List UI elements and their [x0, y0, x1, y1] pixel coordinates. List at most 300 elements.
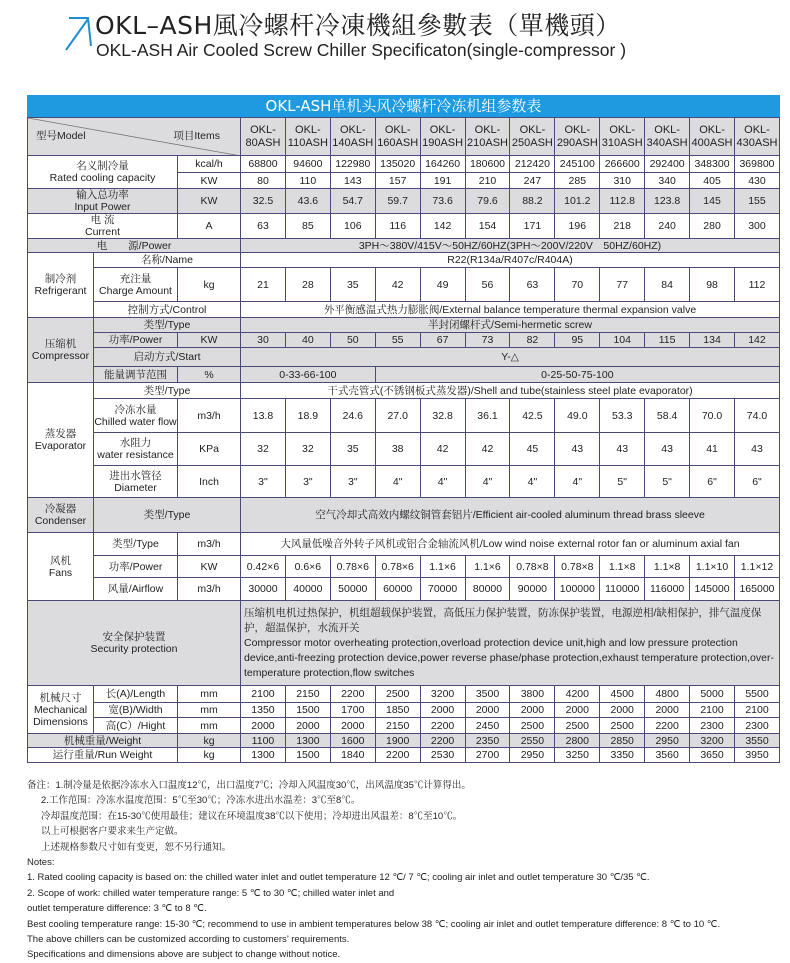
- note-line-en: Notes:: [27, 857, 55, 869]
- unit-cell: [178, 156, 241, 173]
- value-cell: [690, 686, 735, 703]
- value-cell-text: 77: [616, 278, 629, 291]
- value-cell: [465, 718, 510, 734]
- value-cell: [510, 433, 555, 466]
- value-cell-text: 405: [703, 174, 721, 187]
- security-label: [28, 601, 241, 686]
- table-row: [28, 399, 780, 433]
- input-power-label-text: Input Power: [74, 201, 131, 213]
- condenser-label-text: Condenser: [34, 515, 87, 527]
- model-header-text: OKL-: [654, 123, 680, 136]
- value-cell: [555, 268, 600, 302]
- value-cell: [734, 686, 779, 703]
- value-cell: [600, 748, 645, 763]
- value-cell-text: 110: [299, 174, 317, 187]
- value-cell-text: 154: [478, 220, 497, 232]
- start-label-text: 启动方式/Start: [133, 351, 201, 363]
- refrigerant-label: [28, 253, 94, 318]
- length-label: [94, 686, 178, 703]
- airflow-label: [94, 578, 178, 601]
- value-cell-text: 68800: [248, 158, 278, 170]
- value-cell-text: 3560: [655, 749, 679, 761]
- value-cell-text: 2450: [475, 719, 500, 732]
- value-cell-text: 2300: [745, 719, 769, 732]
- model-header-text: 160ASH: [377, 136, 419, 149]
- value-cell-text: 30: [257, 334, 269, 346]
- value-cell: [420, 214, 465, 239]
- value-cell-text: 73.6: [432, 195, 453, 207]
- value-cell: [734, 268, 779, 302]
- condenser-type-label-text: 类型/Type: [143, 509, 191, 521]
- value-cell: [645, 748, 690, 763]
- value-cell: [555, 734, 600, 748]
- page-title: OKL–ASH風冷螺杆冷凍機組參數表（單機頭）: [95, 11, 621, 40]
- value-cell-text: 3": [303, 475, 313, 488]
- fan-power-label: [94, 556, 178, 578]
- value-cell: [510, 189, 555, 214]
- value-cell-text: 240: [658, 220, 676, 232]
- value-cell-text: 300: [748, 220, 766, 232]
- model-header-text: OKL-: [384, 123, 411, 136]
- value-cell-text: 0.78×6: [381, 560, 414, 573]
- value-cell-text: 56: [481, 278, 494, 291]
- value-cell-text: 2200: [341, 688, 365, 700]
- unit-cell: [178, 734, 241, 748]
- value-cell: [600, 433, 645, 466]
- value-cell-text: 2550: [520, 734, 545, 747]
- unit-cell: [178, 748, 241, 763]
- value-cell: [555, 156, 600, 173]
- value-cell: [330, 718, 375, 734]
- value-cell-text: 2200: [386, 749, 410, 761]
- value-cell: [690, 748, 735, 763]
- value-cell-text: 0.42×6: [246, 560, 280, 573]
- value-cell: [555, 703, 600, 718]
- value-cell: [285, 748, 330, 763]
- value-cell: [690, 433, 735, 466]
- value-cell: [241, 173, 286, 189]
- value-cell-text: 0.78×8: [561, 560, 594, 573]
- table-row: [28, 556, 780, 578]
- value-cell: [330, 333, 375, 348]
- flow-label-text: 冷冻水量: [114, 403, 157, 416]
- value-cell-text: 18.9: [297, 409, 319, 422]
- value-cell-text: 3": [258, 475, 268, 488]
- value-cell-text: 67: [436, 334, 449, 346]
- security-value-text: 压缩机电机过热保护，机组超载保护装置，高低压力保护装置，防冻保护装置，电源逆相/缺相保护，排气温度保护，超温保护，水流开关: [244, 606, 762, 634]
- start-value: [241, 348, 780, 367]
- energy-value-b-text: 0-25-50-75-100: [541, 368, 614, 381]
- value-cell-text: 4800: [655, 688, 679, 700]
- table-row: [28, 318, 780, 333]
- unit-cell-text: mm: [200, 688, 218, 700]
- value-cell: [645, 214, 690, 239]
- unit-cell: [178, 214, 241, 239]
- value-cell-text: 4": [572, 475, 583, 488]
- value-cell: [555, 556, 600, 578]
- value-cell-text: 180600: [469, 158, 506, 170]
- security-value: [241, 601, 780, 686]
- value-cell-text: 60000: [383, 583, 413, 595]
- value-cell: [241, 433, 286, 466]
- value-cell: [645, 333, 690, 348]
- start-value-text: Y-△: [501, 351, 519, 363]
- value-cell-text: 2000: [655, 704, 679, 716]
- value-cell-text: 143: [344, 174, 362, 187]
- resistance-label-text: water resistance: [97, 449, 174, 461]
- unit-cell-text: mm: [200, 704, 218, 716]
- unit-cell: [178, 718, 241, 734]
- value-cell: [375, 578, 420, 601]
- value-cell-text: 5000: [700, 688, 724, 700]
- value-cell: [420, 173, 465, 189]
- note-line-cn: 冷却温度范围：在15-30℃使用最佳；建议在环境温度38℃以下使用；冷却进出风温差：8℃至10℃。: [41, 810, 463, 822]
- value-cell: [241, 686, 286, 703]
- value-cell: [330, 734, 375, 748]
- power-supply-label: [28, 239, 241, 253]
- value-cell: [690, 268, 735, 302]
- value-cell-text: 43: [616, 443, 629, 455]
- unit-cell-text: m3/h: [197, 409, 221, 422]
- note-line-cn: 2.工作范围：冷冻水温度范围：5℃至30℃；冷冻水进出水温差：3℃至8℃。: [41, 795, 361, 807]
- value-cell: [330, 433, 375, 466]
- table-row: [28, 533, 780, 556]
- value-cell: [330, 214, 375, 239]
- value-cell-text: 43: [661, 443, 673, 455]
- value-cell: [420, 703, 465, 718]
- power-supply-label-text: 电 源/Power: [96, 239, 172, 252]
- value-cell: [510, 156, 555, 173]
- value-cell-text: 82: [526, 334, 539, 346]
- diameter-label-text: 进出水管径: [109, 469, 162, 482]
- value-cell-text: 3": [347, 475, 358, 488]
- value-cell-text: 1300: [251, 749, 275, 761]
- security-value-text: Compressor motor overheating protection,overload protection device unit,high and low pressure protection device,anti-freezing protection device,power reverse phase/phase protection,exhaust temperature protection,over-temperature protection,flow switches: [244, 636, 774, 679]
- compressor-type-value: [241, 318, 780, 333]
- value-cell-text: 5500: [745, 688, 769, 700]
- airflow-label-text: 风量/Airflow: [107, 583, 164, 595]
- value-cell: [375, 748, 420, 763]
- model-header-text: 210ASH: [467, 136, 508, 149]
- value-cell-text: 116: [389, 220, 407, 232]
- value-cell: [285, 556, 330, 578]
- value-cell-text: 266600: [604, 158, 640, 170]
- value-cell: [285, 686, 330, 703]
- value-cell: [690, 333, 735, 348]
- value-cell-text: 1.1×8: [653, 560, 681, 573]
- value-cell: [734, 748, 779, 763]
- table-title: OKL-ASH单机头风冷螺杆冷冻机组参数表: [27, 95, 780, 117]
- compressor-power-label: [94, 333, 178, 348]
- model-header-text: 140ASH: [332, 136, 374, 149]
- value-cell: [734, 214, 779, 239]
- value-cell: [375, 686, 420, 703]
- note-line-en: outlet temperature difference: 3 ℃ to 8 ℃.: [27, 903, 207, 915]
- value-cell: [285, 268, 330, 302]
- value-cell: [330, 173, 375, 189]
- value-cell-text: 35: [346, 443, 359, 455]
- value-cell-text: 3550: [745, 734, 769, 747]
- value-cell-text: 5": [617, 475, 627, 488]
- unit-cell-text: m3/h: [197, 583, 221, 595]
- value-cell-text: 116000: [649, 583, 685, 595]
- value-cell-text: 1.1×10: [695, 560, 729, 573]
- dimensions-label: [28, 686, 94, 734]
- table-row: [28, 433, 780, 466]
- value-cell-text: 70: [571, 278, 584, 291]
- width-label-text: 宽(B)/Width: [108, 704, 163, 716]
- value-cell: [555, 718, 600, 734]
- value-cell-text: 4": [392, 475, 403, 488]
- value-cell: [555, 173, 600, 189]
- value-cell-text: 32: [302, 443, 314, 455]
- value-cell: [645, 466, 690, 498]
- unit-cell: [178, 189, 241, 214]
- model-header-text: OKL-: [295, 123, 321, 136]
- value-cell: [241, 718, 286, 734]
- value-cell-text: 285: [568, 174, 587, 187]
- value-cell: [555, 748, 600, 763]
- unit-cell: [178, 466, 241, 498]
- value-cell-text: 2000: [475, 704, 500, 716]
- table-row: [28, 118, 780, 156]
- value-cell-text: 196: [568, 220, 587, 232]
- value-cell-text: 70.0: [701, 409, 723, 422]
- model-header-text: 400ASH: [691, 136, 733, 149]
- value-cell: [375, 433, 420, 466]
- value-cell: [555, 686, 600, 703]
- value-cell: [285, 578, 330, 601]
- value-cell: [465, 748, 510, 763]
- value-cell: [734, 556, 779, 578]
- charge-label-text: Charge Amount: [99, 284, 172, 297]
- control-value: [241, 302, 780, 318]
- evaporator-type-value: [241, 383, 780, 399]
- unit-cell-text: m3/h: [197, 538, 221, 550]
- table-row: [28, 748, 780, 763]
- note-line-en: Specifications and dimensions above are subject to change without notice.: [27, 949, 341, 961]
- value-cell: [645, 718, 690, 734]
- value-cell-text: 6": [752, 475, 762, 488]
- value-cell: [330, 556, 375, 578]
- value-cell: [465, 214, 510, 239]
- model-header: [510, 118, 555, 156]
- value-cell: [600, 734, 645, 748]
- unit-cell-text: %: [204, 368, 214, 381]
- value-cell-text: 41: [706, 443, 718, 455]
- value-cell-text: 3800: [520, 688, 545, 700]
- evaporator-label: [28, 383, 94, 498]
- value-cell: [285, 399, 330, 433]
- value-cell: [375, 189, 420, 214]
- condenser-type-value-text: 空气冷却式高效内螺纹铜管套铝片/Efficient air-cooled aluminum thread brass sleeve: [315, 509, 705, 521]
- evaporator-type-label: [94, 383, 241, 399]
- value-cell: [241, 748, 286, 763]
- value-cell: [375, 268, 420, 302]
- value-cell-text: 2500: [565, 719, 589, 732]
- model-header-text: 190ASH: [422, 136, 464, 149]
- value-cell: [690, 173, 735, 189]
- value-cell-text: 3350: [610, 749, 634, 761]
- value-cell-text: 32.8: [432, 409, 453, 422]
- value-cell: [510, 686, 555, 703]
- table-row: [28, 253, 780, 268]
- value-cell: [600, 686, 645, 703]
- model-header-text: OKL-: [429, 123, 456, 136]
- value-cell-text: 155: [748, 195, 766, 207]
- unit-cell-text: kg: [203, 278, 215, 291]
- value-cell: [330, 703, 375, 718]
- unit-cell: [178, 578, 241, 601]
- value-cell-text: 1840: [341, 749, 365, 761]
- value-cell: [734, 578, 779, 601]
- value-cell: [690, 578, 735, 601]
- model-header: [645, 118, 690, 156]
- model-header-text: 250ASH: [511, 136, 553, 149]
- value-cell: [375, 703, 420, 718]
- value-cell: [690, 214, 735, 239]
- unit-cell: [178, 268, 241, 302]
- header-corner: [28, 118, 241, 156]
- model-header-text: OKL-: [609, 123, 636, 136]
- value-cell-text: 1300: [296, 734, 320, 747]
- model-header: [375, 118, 420, 156]
- value-cell-text: 2000: [430, 704, 455, 716]
- note-line-en: Best cooling temperature range: 15-30 ℃; recommend to use in ambient temperatures below 38 ℃; cooling air inlet and outlet temperature difference: 8 ℃ to 10 ℃.: [27, 918, 721, 930]
- value-cell: [241, 734, 286, 748]
- value-cell: [645, 556, 690, 578]
- value-cell-text: 74.0: [746, 409, 768, 422]
- value-cell: [420, 748, 465, 763]
- value-cell: [420, 718, 465, 734]
- value-cell: [285, 156, 330, 173]
- value-cell-text: 165000: [739, 583, 775, 595]
- value-cell: [420, 578, 465, 601]
- value-cell-text: 2300: [700, 719, 724, 732]
- dimensions-label-text: 机械尺寸: [39, 691, 82, 704]
- value-cell: [375, 718, 420, 734]
- unit-cell-text: kg: [203, 749, 215, 761]
- value-cell: [645, 399, 690, 433]
- value-cell-text: 58.4: [656, 409, 678, 422]
- value-cell: [510, 734, 555, 748]
- unit-cell-text: kg: [203, 734, 215, 747]
- value-cell: [420, 686, 465, 703]
- value-cell-text: 42: [436, 443, 449, 455]
- current-label-text: 电 流: [90, 214, 115, 226]
- value-cell-text: 27.0: [387, 409, 408, 422]
- note-line-en: 2. Scope of work: chilled water temperature range: 5 ℃ to 30 ℃; chilled water inlet and: [27, 887, 395, 899]
- unit-cell-text: kcal/h: [195, 158, 223, 170]
- value-cell: [375, 734, 420, 748]
- fans-label-text: 风机: [50, 554, 71, 567]
- charge-label-text: 充注量: [119, 272, 152, 285]
- value-cell: [600, 703, 645, 718]
- value-cell: [690, 556, 735, 578]
- value-cell: [465, 173, 510, 189]
- value-cell-text: 2200: [430, 734, 455, 747]
- value-cell: [734, 173, 779, 189]
- value-cell: [241, 189, 286, 214]
- value-cell-text: 2150: [296, 688, 320, 700]
- cooling-label: [28, 156, 178, 189]
- unit-cell-text: KW: [200, 560, 218, 573]
- value-cell: [510, 578, 555, 601]
- value-cell-text: 3200: [430, 688, 455, 700]
- value-cell-text: 0.78×8: [516, 560, 549, 573]
- value-cell-text: 42: [391, 278, 404, 291]
- unit-cell-text: KPa: [199, 443, 219, 455]
- value-cell: [375, 333, 420, 348]
- value-cell-text: 3250: [565, 749, 589, 761]
- input-power-label-text: 输入总功率: [76, 189, 129, 201]
- value-cell: [645, 703, 690, 718]
- unit-cell-text: KW: [200, 195, 218, 207]
- table-row: [28, 367, 780, 383]
- dimensions-label-text: Mechanical: [33, 703, 88, 716]
- value-cell-text: 1850: [386, 704, 410, 716]
- value-cell-text: 104: [613, 334, 631, 346]
- model-header-text: 290ASH: [556, 136, 598, 149]
- value-cell: [330, 268, 375, 302]
- value-cell: [734, 718, 779, 734]
- table-row: [28, 333, 780, 348]
- current-label-text: Current: [84, 226, 120, 238]
- refrigerant-name-label-text: 名称/Name: [141, 254, 193, 266]
- compressor-type-label: [94, 318, 241, 333]
- value-cell: [465, 399, 510, 433]
- value-cell-text: 2850: [610, 734, 634, 747]
- value-cell-text: 6": [707, 475, 717, 488]
- value-cell-text: 3950: [745, 749, 769, 761]
- run-weight-label-text: 运行重量/Run Weight: [52, 749, 153, 761]
- value-cell: [420, 556, 465, 578]
- fans-label-text: Fans: [48, 566, 73, 579]
- value-cell: [600, 399, 645, 433]
- condenser-type-label: [94, 498, 241, 533]
- value-cell-text: 36.1: [477, 409, 498, 422]
- value-cell-text: 171: [523, 220, 542, 232]
- fans-label: [28, 533, 94, 601]
- value-cell-text: 2500: [386, 688, 410, 700]
- value-cell: [555, 466, 600, 498]
- value-cell: [734, 333, 779, 348]
- unit-cell: [178, 533, 241, 556]
- value-cell: [465, 703, 510, 718]
- unit-cell-text: Inch: [199, 475, 219, 488]
- unit-cell-text: A: [205, 220, 213, 232]
- value-cell: [465, 433, 510, 466]
- weight-label: [28, 734, 178, 748]
- table-row: [28, 239, 780, 253]
- condenser-type-value: [241, 498, 780, 533]
- value-cell-text: 112.8: [609, 195, 635, 207]
- value-cell: [285, 433, 330, 466]
- value-cell-text: 106: [344, 220, 362, 232]
- value-cell: [330, 399, 375, 433]
- value-cell: [241, 466, 286, 498]
- value-cell: [465, 189, 510, 214]
- value-cell-text: 63: [526, 278, 539, 291]
- value-cell-text: 50000: [338, 583, 368, 595]
- value-cell: [690, 718, 735, 734]
- refrigerant-label-text: 制冷剂: [44, 273, 77, 285]
- value-cell: [600, 718, 645, 734]
- value-cell-text: 3500: [475, 688, 500, 700]
- energy-label-text: 能量调节范围: [104, 368, 167, 381]
- table-row: [28, 214, 780, 239]
- value-cell: [645, 578, 690, 601]
